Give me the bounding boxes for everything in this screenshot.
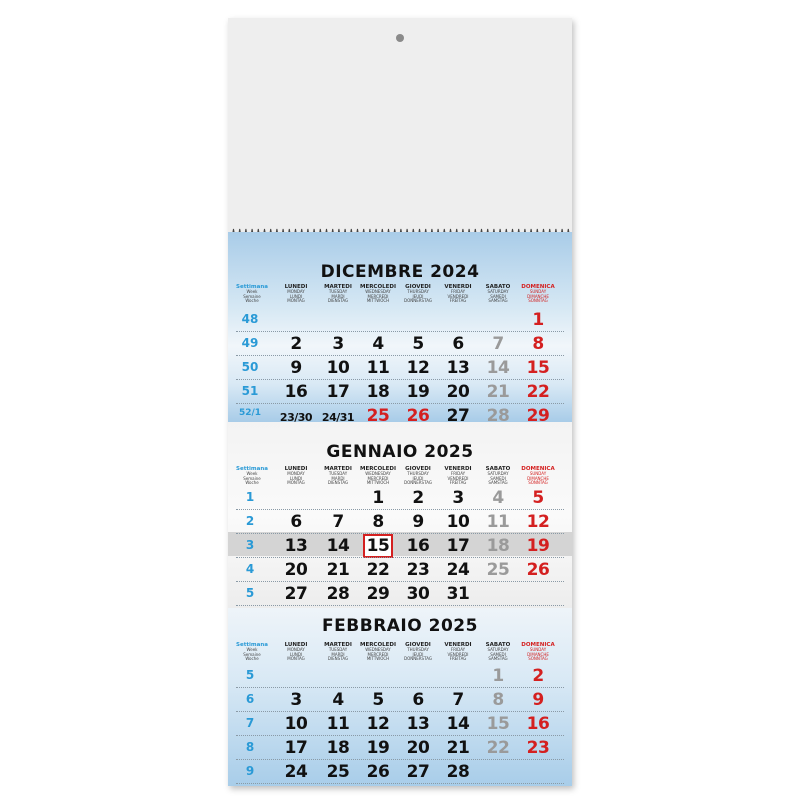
day-cell[interactable]: 2 bbox=[412, 488, 424, 508]
day-cell[interactable]: 31 bbox=[446, 584, 470, 604]
day-cell[interactable]: 12 bbox=[406, 358, 430, 378]
week-label: Semaine bbox=[243, 293, 261, 299]
weekday-header bbox=[276, 284, 316, 304]
row-divider bbox=[236, 355, 564, 356]
weekday-header bbox=[478, 284, 518, 304]
day-cell[interactable]: 5 bbox=[532, 488, 544, 508]
day-cell[interactable]: 15 bbox=[486, 714, 510, 734]
weekday-label: DIENSTAG bbox=[327, 656, 349, 661]
weekday-label: LUNEDI bbox=[284, 284, 308, 290]
weekday-label: THURSDAY bbox=[407, 471, 429, 476]
weekday-label: WEDNESDAY bbox=[365, 289, 391, 294]
weekday-label: SATURDAY bbox=[487, 647, 509, 652]
weekday-label: MARDI bbox=[331, 293, 345, 299]
weekday-label: MERCREDI bbox=[367, 651, 389, 657]
weekday-header-row bbox=[228, 642, 572, 664]
weekday-label: MITTWOCH bbox=[366, 656, 390, 661]
weekday-label: FREITAG bbox=[449, 656, 467, 661]
weekday-label: DONNERSTAG bbox=[404, 298, 432, 303]
day-cell[interactable]: 8 bbox=[492, 690, 504, 710]
day-cell[interactable]: 12 bbox=[366, 714, 390, 734]
weekday-header bbox=[438, 466, 478, 486]
day-cell[interactable]: 19 bbox=[406, 382, 430, 402]
day-cell[interactable]: 1 bbox=[532, 310, 544, 330]
weekday-label: THURSDAY bbox=[407, 289, 429, 294]
day-cell[interactable]: 4 bbox=[332, 690, 344, 710]
day-cell[interactable]: 24/31 bbox=[321, 411, 355, 422]
weekday-label: MONDAY bbox=[287, 647, 305, 652]
weekday-label: MONTAG bbox=[287, 656, 305, 661]
day-cell[interactable]: 27 bbox=[406, 762, 430, 782]
day-cell[interactable]: 25 bbox=[486, 560, 510, 580]
day-cell[interactable]: 20 bbox=[406, 738, 430, 758]
weekday-label: DOMENICA bbox=[521, 284, 555, 290]
month-title: DICEMBRE 2024 bbox=[320, 262, 480, 282]
weekday-label: LUNDI bbox=[289, 651, 303, 657]
day-cell[interactable]: 5 bbox=[372, 690, 384, 710]
day-cell[interactable]: 14 bbox=[486, 358, 510, 378]
week-number: 8 bbox=[245, 740, 255, 754]
weekday-header bbox=[318, 642, 358, 662]
day-cell[interactable]: 23 bbox=[526, 738, 550, 758]
day-cell[interactable]: 27 bbox=[284, 584, 308, 604]
week-number: 1 bbox=[245, 490, 255, 504]
weekday-label: LUNEDI bbox=[284, 642, 308, 648]
weekday-label: GIOVEDI bbox=[405, 642, 431, 648]
day-cell[interactable]: 19 bbox=[526, 536, 550, 556]
week-number: 3 bbox=[245, 538, 255, 552]
week-column-header bbox=[232, 284, 272, 304]
week-label: Week bbox=[246, 647, 258, 652]
day-cell[interactable]: 22 bbox=[486, 738, 510, 758]
day-cell[interactable]: 18 bbox=[326, 738, 350, 758]
day-cell[interactable]: 11 bbox=[326, 714, 350, 734]
day-cell[interactable]: 2 bbox=[290, 334, 302, 354]
week-column-header bbox=[232, 466, 272, 486]
calendar-header-blank bbox=[228, 18, 572, 232]
month-panel-february bbox=[228, 608, 572, 786]
day-cell[interactable]: 8 bbox=[372, 512, 384, 532]
weekday-label: FRIDAY bbox=[450, 647, 466, 652]
day-cell[interactable]: 4 bbox=[372, 334, 384, 354]
day-cell[interactable]: 25 bbox=[366, 406, 390, 422]
week-label: Settimana bbox=[236, 642, 268, 648]
weekday-label: MONTAG bbox=[287, 298, 305, 303]
weekday-header bbox=[478, 642, 518, 662]
weekday-label: SATURDAY bbox=[487, 471, 509, 476]
day-cell[interactable]: 6 bbox=[452, 334, 464, 354]
day-cell[interactable]: 6 bbox=[412, 690, 424, 710]
week-label: Settimana bbox=[236, 284, 268, 290]
day-cell[interactable]: 28 bbox=[486, 406, 510, 422]
weekday-header bbox=[518, 284, 558, 304]
weekday-header bbox=[518, 466, 558, 486]
weekday-label: TUESDAY bbox=[328, 647, 348, 652]
day-cell[interactable]: 17 bbox=[446, 536, 470, 556]
week-label: Settimana bbox=[236, 466, 268, 472]
day-cell[interactable]: 29 bbox=[526, 406, 550, 422]
day-cell[interactable]: 30 bbox=[406, 584, 430, 604]
weekday-label: MARTEDI bbox=[324, 642, 352, 648]
weekday-header bbox=[438, 642, 478, 662]
day-cell[interactable]: 23 bbox=[406, 560, 430, 580]
day-cell[interactable]: 29 bbox=[366, 584, 390, 604]
week-number: 50 bbox=[241, 360, 259, 374]
day-cell[interactable]: 1 bbox=[492, 666, 504, 686]
day-cell[interactable]: 13 bbox=[446, 358, 470, 378]
weekday-label: MARDI bbox=[331, 651, 345, 657]
weekday-label: DIMANCHE bbox=[527, 651, 549, 657]
weekday-header bbox=[398, 284, 438, 304]
day-cell[interactable]: 18 bbox=[366, 382, 390, 402]
weekday-label: SAMEDI bbox=[490, 651, 506, 657]
wall-calendar bbox=[228, 18, 572, 786]
weekday-header bbox=[438, 284, 478, 304]
day-cell[interactable]: 24 bbox=[446, 560, 470, 580]
row-divider bbox=[236, 783, 564, 784]
weekday-label: SABATO bbox=[485, 466, 511, 472]
day-cell[interactable]: 3 bbox=[452, 488, 464, 508]
weekday-header bbox=[478, 466, 518, 486]
day-cell[interactable]: 28 bbox=[446, 762, 470, 782]
weekday-label: DIENSTAG bbox=[327, 480, 349, 485]
week-label: Week bbox=[246, 471, 258, 476]
day-cell[interactable]: 16 bbox=[406, 536, 430, 556]
day-cell[interactable]: 26 bbox=[366, 762, 390, 782]
day-cell[interactable]: 22 bbox=[366, 560, 390, 580]
day-cell[interactable]: 18 bbox=[486, 536, 510, 556]
week-number: 52/1 bbox=[238, 408, 262, 418]
weekday-label: SONNTAG bbox=[528, 656, 548, 661]
weekday-label: MARDI bbox=[331, 475, 345, 481]
row-divider bbox=[236, 557, 564, 558]
week-number: 7 bbox=[245, 716, 255, 730]
weekday-label: VENDREDI bbox=[447, 651, 469, 657]
weekday-label: DIENSTAG bbox=[327, 298, 349, 303]
day-cell[interactable]: 26 bbox=[526, 560, 550, 580]
row-divider bbox=[236, 581, 564, 582]
day-cell[interactable]: 22 bbox=[526, 382, 550, 402]
weekday-label: SABATO bbox=[485, 642, 511, 648]
day-cell[interactable]: 20 bbox=[284, 560, 308, 580]
weekday-label: LUNDI bbox=[289, 475, 303, 481]
day-cell[interactable]: 21 bbox=[326, 560, 350, 580]
weekday-label: VENERDI bbox=[444, 466, 472, 472]
weekday-label: VENERDI bbox=[444, 284, 472, 290]
month-title: FEBBRAIO 2025 bbox=[322, 616, 478, 636]
weekday-label: MERCREDI bbox=[367, 475, 389, 481]
weekday-label: SAMSTAG bbox=[488, 656, 508, 661]
day-cell[interactable]: 8 bbox=[532, 334, 544, 354]
weekday-label: MONDAY bbox=[287, 471, 305, 476]
row-divider bbox=[236, 533, 564, 534]
weekday-label: MERCOLEDI bbox=[359, 284, 397, 290]
row-divider bbox=[236, 687, 564, 688]
weekday-label: TUESDAY bbox=[328, 471, 348, 476]
day-cell[interactable]: 10 bbox=[326, 358, 350, 378]
weekday-label: MARTEDI bbox=[324, 466, 352, 472]
week-label: Woche bbox=[245, 656, 259, 661]
month-panel-january bbox=[228, 422, 572, 608]
row-divider bbox=[236, 509, 564, 510]
weekday-label: DIMANCHE bbox=[527, 293, 549, 299]
day-cell[interactable]: 6 bbox=[290, 512, 302, 532]
row-divider bbox=[236, 711, 564, 712]
weekday-label: VENERDI bbox=[444, 642, 472, 648]
day-cell[interactable]: 11 bbox=[366, 358, 390, 378]
weekday-label: MITTWOCH bbox=[366, 298, 390, 303]
weekday-label: LUNEDI bbox=[284, 466, 308, 472]
day-cell[interactable]: 16 bbox=[284, 382, 308, 402]
weekday-header bbox=[318, 284, 358, 304]
weekday-label: TUESDAY bbox=[328, 289, 348, 294]
weekday-label: JEUDI bbox=[412, 651, 424, 657]
day-cell[interactable]: 1 bbox=[372, 488, 384, 508]
week-number: 6 bbox=[245, 692, 255, 706]
week-column-header bbox=[232, 642, 272, 662]
hanging-hole bbox=[396, 34, 404, 42]
weekday-label: THURSDAY bbox=[407, 647, 429, 652]
weekday-label: DOMENICA bbox=[521, 642, 555, 648]
weekday-label: SONNTAG bbox=[528, 298, 548, 303]
day-cell[interactable]: 2 bbox=[532, 666, 544, 686]
row-divider bbox=[236, 403, 564, 404]
weekday-header bbox=[276, 466, 316, 486]
weekday-label: FRIDAY bbox=[450, 289, 466, 294]
day-cell[interactable]: 14 bbox=[446, 714, 470, 734]
week-number: 5 bbox=[245, 586, 255, 600]
day-cell[interactable]: 3 bbox=[290, 690, 302, 710]
weekday-label: MONDAY bbox=[287, 289, 305, 294]
day-cell[interactable]: 20 bbox=[446, 382, 470, 402]
weekday-label: MERCREDI bbox=[367, 293, 389, 299]
week-number: 51 bbox=[241, 384, 259, 398]
weekday-header-row bbox=[228, 466, 572, 488]
weekday-label: WEDNESDAY bbox=[365, 471, 391, 476]
day-cell[interactable]: 17 bbox=[326, 382, 350, 402]
day-cell[interactable]: 10 bbox=[446, 512, 470, 532]
day-cell[interactable]: 10 bbox=[284, 714, 308, 734]
row-divider bbox=[236, 331, 564, 332]
day-cell[interactable]: 9 bbox=[412, 512, 424, 532]
weekday-label: SUNDAY bbox=[529, 289, 547, 294]
week-label: Woche bbox=[245, 480, 259, 485]
day-cell[interactable]: 25 bbox=[326, 762, 350, 782]
weekday-label: JEUDI bbox=[412, 293, 424, 299]
weekday-label: GIOVEDI bbox=[405, 466, 431, 472]
week-label: Semaine bbox=[243, 651, 261, 657]
weekday-label: FREITAG bbox=[449, 298, 467, 303]
weekday-label: DOMENICA bbox=[521, 466, 555, 472]
weekday-label: DIMANCHE bbox=[527, 475, 549, 481]
weekday-header bbox=[318, 466, 358, 486]
weekday-label: SAMEDI bbox=[490, 293, 506, 299]
weekday-label: MERCOLEDI bbox=[359, 642, 397, 648]
weekday-label: MERCOLEDI bbox=[359, 466, 397, 472]
day-cell[interactable]: 9 bbox=[532, 690, 544, 710]
weekday-header bbox=[276, 642, 316, 662]
day-cell[interactable]: 5 bbox=[412, 334, 424, 354]
weekday-label: LUNDI bbox=[289, 293, 303, 299]
weekday-label: SAMSTAG bbox=[488, 480, 508, 485]
weekday-label: GIOVEDI bbox=[405, 284, 431, 290]
weekday-label: SUNDAY bbox=[529, 647, 547, 652]
day-cell[interactable]: 3 bbox=[332, 334, 344, 354]
row-divider bbox=[236, 735, 564, 736]
weekday-label: VENDREDI bbox=[447, 293, 469, 299]
day-cell[interactable]: 7 bbox=[452, 690, 464, 710]
week-label: Woche bbox=[245, 298, 259, 303]
weekday-label: MITTWOCH bbox=[366, 480, 390, 485]
week-number: 48 bbox=[241, 312, 259, 326]
weekday-label: DONNERSTAG bbox=[404, 656, 432, 661]
day-cell[interactable]: 11 bbox=[486, 512, 510, 532]
day-cell[interactable]: 21 bbox=[446, 738, 470, 758]
weekday-header bbox=[358, 466, 398, 486]
weekday-label: FREITAG bbox=[449, 480, 467, 485]
weekday-label: SAMSTAG bbox=[488, 298, 508, 303]
week-number: 4 bbox=[245, 562, 255, 576]
row-divider bbox=[236, 759, 564, 760]
day-cell[interactable]: 23/30 bbox=[279, 411, 313, 422]
day-cell[interactable]: 13 bbox=[284, 536, 308, 556]
weekday-label: SABATO bbox=[485, 284, 511, 290]
row-divider bbox=[236, 379, 564, 380]
day-cell[interactable]: 21 bbox=[486, 382, 510, 402]
weekday-header bbox=[398, 642, 438, 662]
week-label: Week bbox=[246, 289, 258, 294]
day-cell[interactable]: 16 bbox=[526, 714, 550, 734]
day-cell[interactable]: 15 bbox=[366, 536, 390, 556]
weekday-label: SONNTAG bbox=[528, 480, 548, 485]
weekday-label: MARTEDI bbox=[324, 284, 352, 290]
day-cell[interactable]: 19 bbox=[366, 738, 390, 758]
day-cell[interactable]: 4 bbox=[492, 488, 504, 508]
weekday-header-row bbox=[228, 284, 572, 306]
weekday-label: DONNERSTAG bbox=[404, 480, 432, 485]
weekday-label: SUNDAY bbox=[529, 471, 547, 476]
weekday-label: JEUDI bbox=[412, 475, 424, 481]
week-number: 49 bbox=[241, 336, 259, 350]
day-cell[interactable]: 14 bbox=[326, 536, 350, 556]
day-cell[interactable]: 9 bbox=[290, 358, 302, 378]
weekday-label: MONTAG bbox=[287, 480, 305, 485]
day-cell[interactable]: 15 bbox=[526, 358, 550, 378]
week-number: 2 bbox=[245, 514, 255, 528]
day-cell[interactable]: 28 bbox=[326, 584, 350, 604]
weekday-label: SAMEDI bbox=[490, 475, 506, 481]
day-cell[interactable]: 7 bbox=[332, 512, 344, 532]
day-cell[interactable]: 12 bbox=[526, 512, 550, 532]
day-cell[interactable]: 7 bbox=[492, 334, 504, 354]
day-cell[interactable]: 13 bbox=[406, 714, 430, 734]
day-cell[interactable]: 27 bbox=[446, 406, 470, 422]
month-panel-december bbox=[228, 232, 572, 422]
weekday-header bbox=[398, 466, 438, 486]
weekday-header bbox=[358, 284, 398, 304]
weekday-header bbox=[518, 642, 558, 662]
weekday-label: FRIDAY bbox=[450, 471, 466, 476]
week-label: Semaine bbox=[243, 475, 261, 481]
day-cell[interactable]: 17 bbox=[284, 738, 308, 758]
weekday-label: SATURDAY bbox=[487, 289, 509, 294]
row-divider bbox=[236, 605, 564, 606]
week-number: 5 bbox=[245, 668, 255, 682]
month-title: GENNAIO 2025 bbox=[326, 442, 474, 462]
weekday-header bbox=[358, 642, 398, 662]
weekday-label: VENDREDI bbox=[447, 475, 469, 481]
week-number: 9 bbox=[245, 764, 255, 778]
day-cell[interactable]: 24 bbox=[284, 762, 308, 782]
day-cell[interactable]: 26 bbox=[406, 406, 430, 422]
weekday-label: WEDNESDAY bbox=[365, 647, 391, 652]
